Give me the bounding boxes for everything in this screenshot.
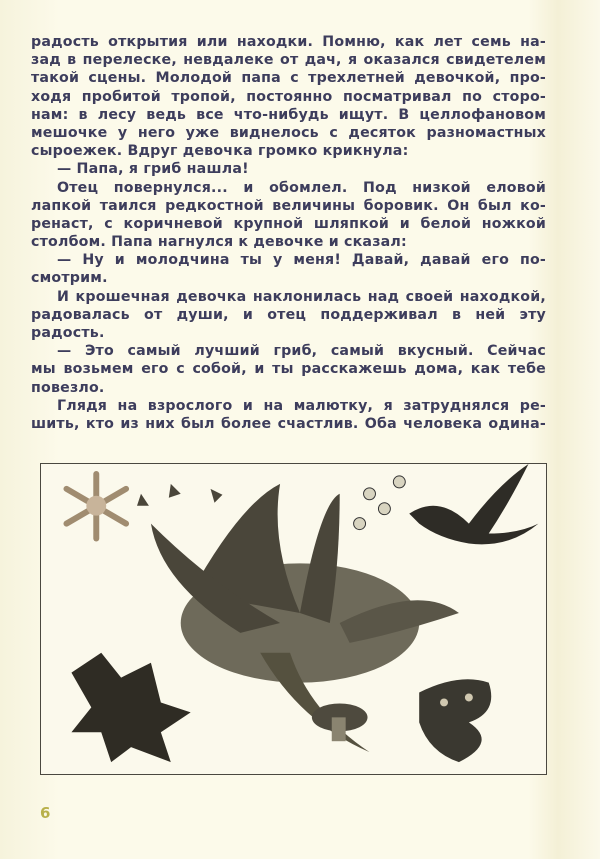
butterfly-icon bbox=[419, 679, 491, 762]
text-line: Глядя на взрослого и на малютку, я затруднялся ре- bbox=[57, 397, 546, 414]
text-line: ренаст, с коричневой крупной шляпкой и белой ножкой bbox=[31, 215, 546, 232]
swallow-bird-icon bbox=[409, 464, 538, 544]
text-line: — Это самый лучший гриб, самый вкусный. Сейчас bbox=[57, 343, 546, 360]
text-line: — Ну и молодчина ты у меня! Давай, давай его по- bbox=[57, 252, 546, 269]
text-line: смотрим. bbox=[31, 270, 108, 287]
page-number: 6 bbox=[40, 804, 51, 822]
text-line: столбом. Папа нагнулся к девочке и сказал: bbox=[31, 234, 407, 251]
text-line: Отец повернулся... и обомлел. Под низкой еловой bbox=[57, 179, 546, 196]
text-line: нам: в лесу ведь все что-нибудь ищут. В целлофановом bbox=[31, 106, 546, 123]
text-line: зад в перелеске, невдалеке от дач, я оказался свидетелем bbox=[31, 52, 546, 69]
illustration-forest-bouquet bbox=[40, 463, 547, 775]
mushroom-icon bbox=[312, 703, 368, 741]
text-line: — Папа, я гриб нашла! bbox=[57, 161, 249, 178]
text-line: мы возьмем его с собой, и ты расскажешь дома, как тебе bbox=[31, 361, 546, 378]
text-line: лапкой таился редкостной величины боровик. Он был ко- bbox=[31, 197, 546, 214]
body-text bbox=[31, 33, 546, 433]
text-line: повезло. bbox=[31, 379, 105, 396]
text-line: такой сцены. Молодой папа с трехлетней девочкой, про- bbox=[31, 70, 546, 87]
illustration-drawing bbox=[41, 464, 546, 774]
text-line: радость. bbox=[31, 325, 105, 341]
snowflake-icon bbox=[66, 474, 126, 539]
text-line: радость открытия или находки. Помню, как лет семь на- bbox=[31, 34, 546, 50]
text-line: И крошечная девочка наклонилась над своей находкой, bbox=[57, 288, 546, 305]
text-line: мешочке у него уже виднелось с десяток разномастных bbox=[31, 124, 546, 141]
text-line: шить, кто из них был более счастлив. Оба человека одина- bbox=[31, 415, 546, 432]
maple-leaf-icon bbox=[71, 653, 190, 762]
text-line: радовалась от души, и отец поддерживал в ней эту bbox=[31, 306, 546, 323]
text-line: сыроежек. Вдруг девочка громко крикнула: bbox=[31, 143, 409, 160]
text-line: ходя пробитой тропой, постоянно посматривал по сторо- bbox=[31, 88, 546, 105]
